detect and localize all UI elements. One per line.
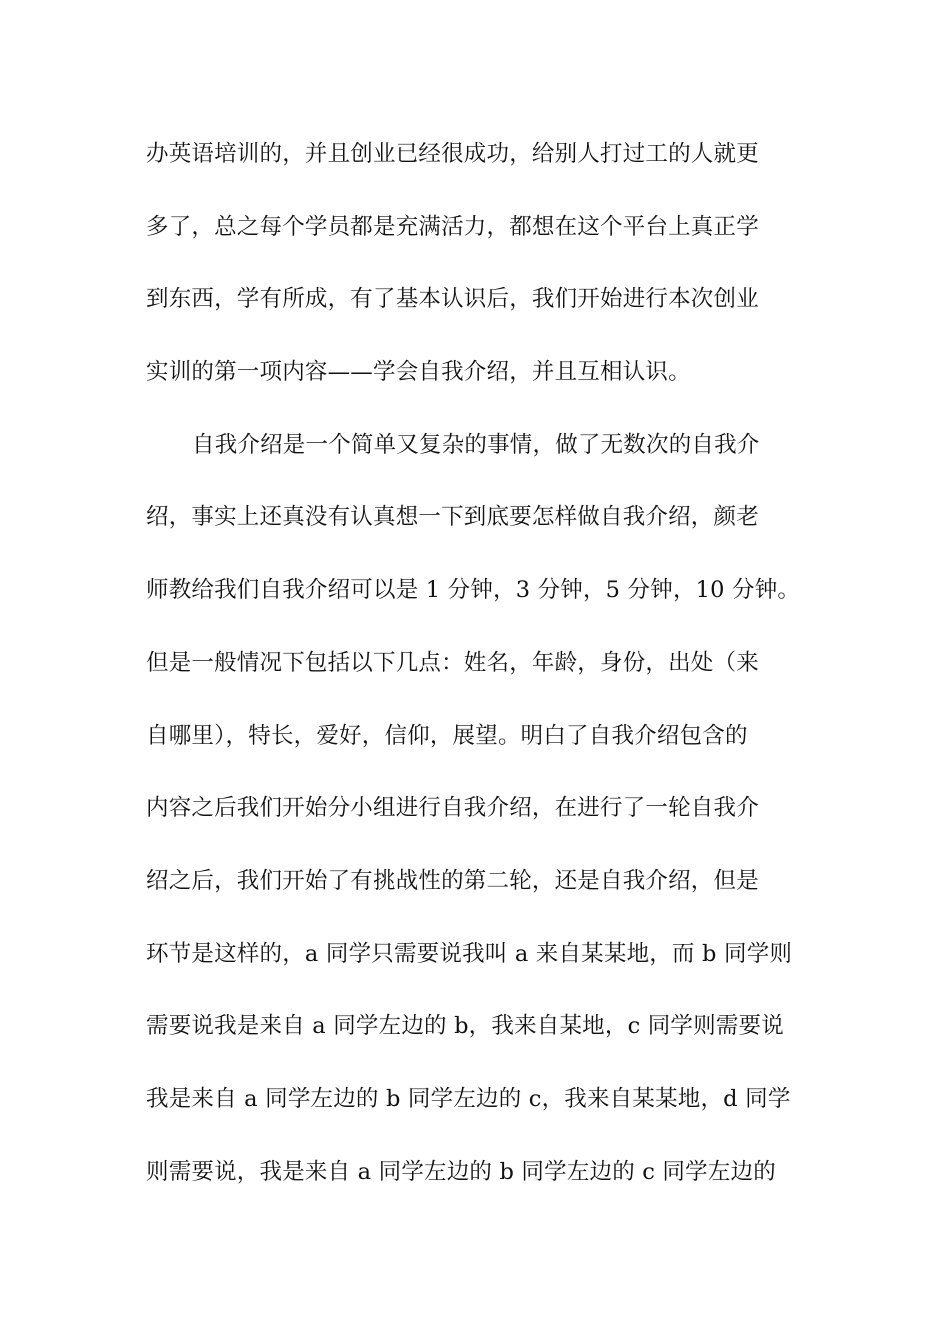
text-line-11: 绍之后，我们开始了有挑战性的第二轮，还是自我介绍，但是 [146,867,759,894]
text-line-1: 办英语培训的，并且创业已经很成功，给别人打过工的人就更 [146,141,759,167]
body-text [146,126,806,1216]
text-line-5: 自我介绍是一个简单又复杂的事情，做了无数次的自我介 [192,431,760,458]
text-line-15: 则需要说，我是来自 a 同学左边的 b 同学左边的 c 同学左边的 [146,1158,776,1185]
text-line-12: 环节是这样的，a 同学只需要说我叫 a 来自某某地，而 b 同学则 [146,940,793,967]
text-line-3: 到东西，学有所成，有了基本认识后，我们开始进行本次创业 [146,286,759,313]
text-line-14: 我是来自 a 同学左边的 b 同学左边的 c，我来自某某地，d 同学 [146,1085,791,1112]
text-line-7: 师教给我们自我介绍可以是 1 分钟，3 分钟，5 分钟，10 分钟。 [146,577,801,604]
text-line-4: 实训的第一项内容——学会自我介绍，并且互相认识。 [146,359,691,386]
text-line-6: 绍，事实上还真没有认真想一下到底要怎样做自我介绍，颜老 [146,504,759,531]
text-line-9: 自哪里），特长，爱好，信仰，展望。明白了自我介绍包含的 [146,722,748,749]
text-line-8: 但是一般情况下包括以下几点：姓名，年龄，身份，出处（来 [146,649,759,676]
text-line-13: 需要说我是来自 a 同学左边的 b，我来自某地，c 同学则需要说 [146,1013,784,1040]
text-line-2: 多了，总之每个学员都是充满活力，都想在这个平台上真正学 [146,213,759,240]
text-line-10: 内容之后我们开始分小组进行自我介绍，在进行了一轮自我介 [146,795,759,822]
